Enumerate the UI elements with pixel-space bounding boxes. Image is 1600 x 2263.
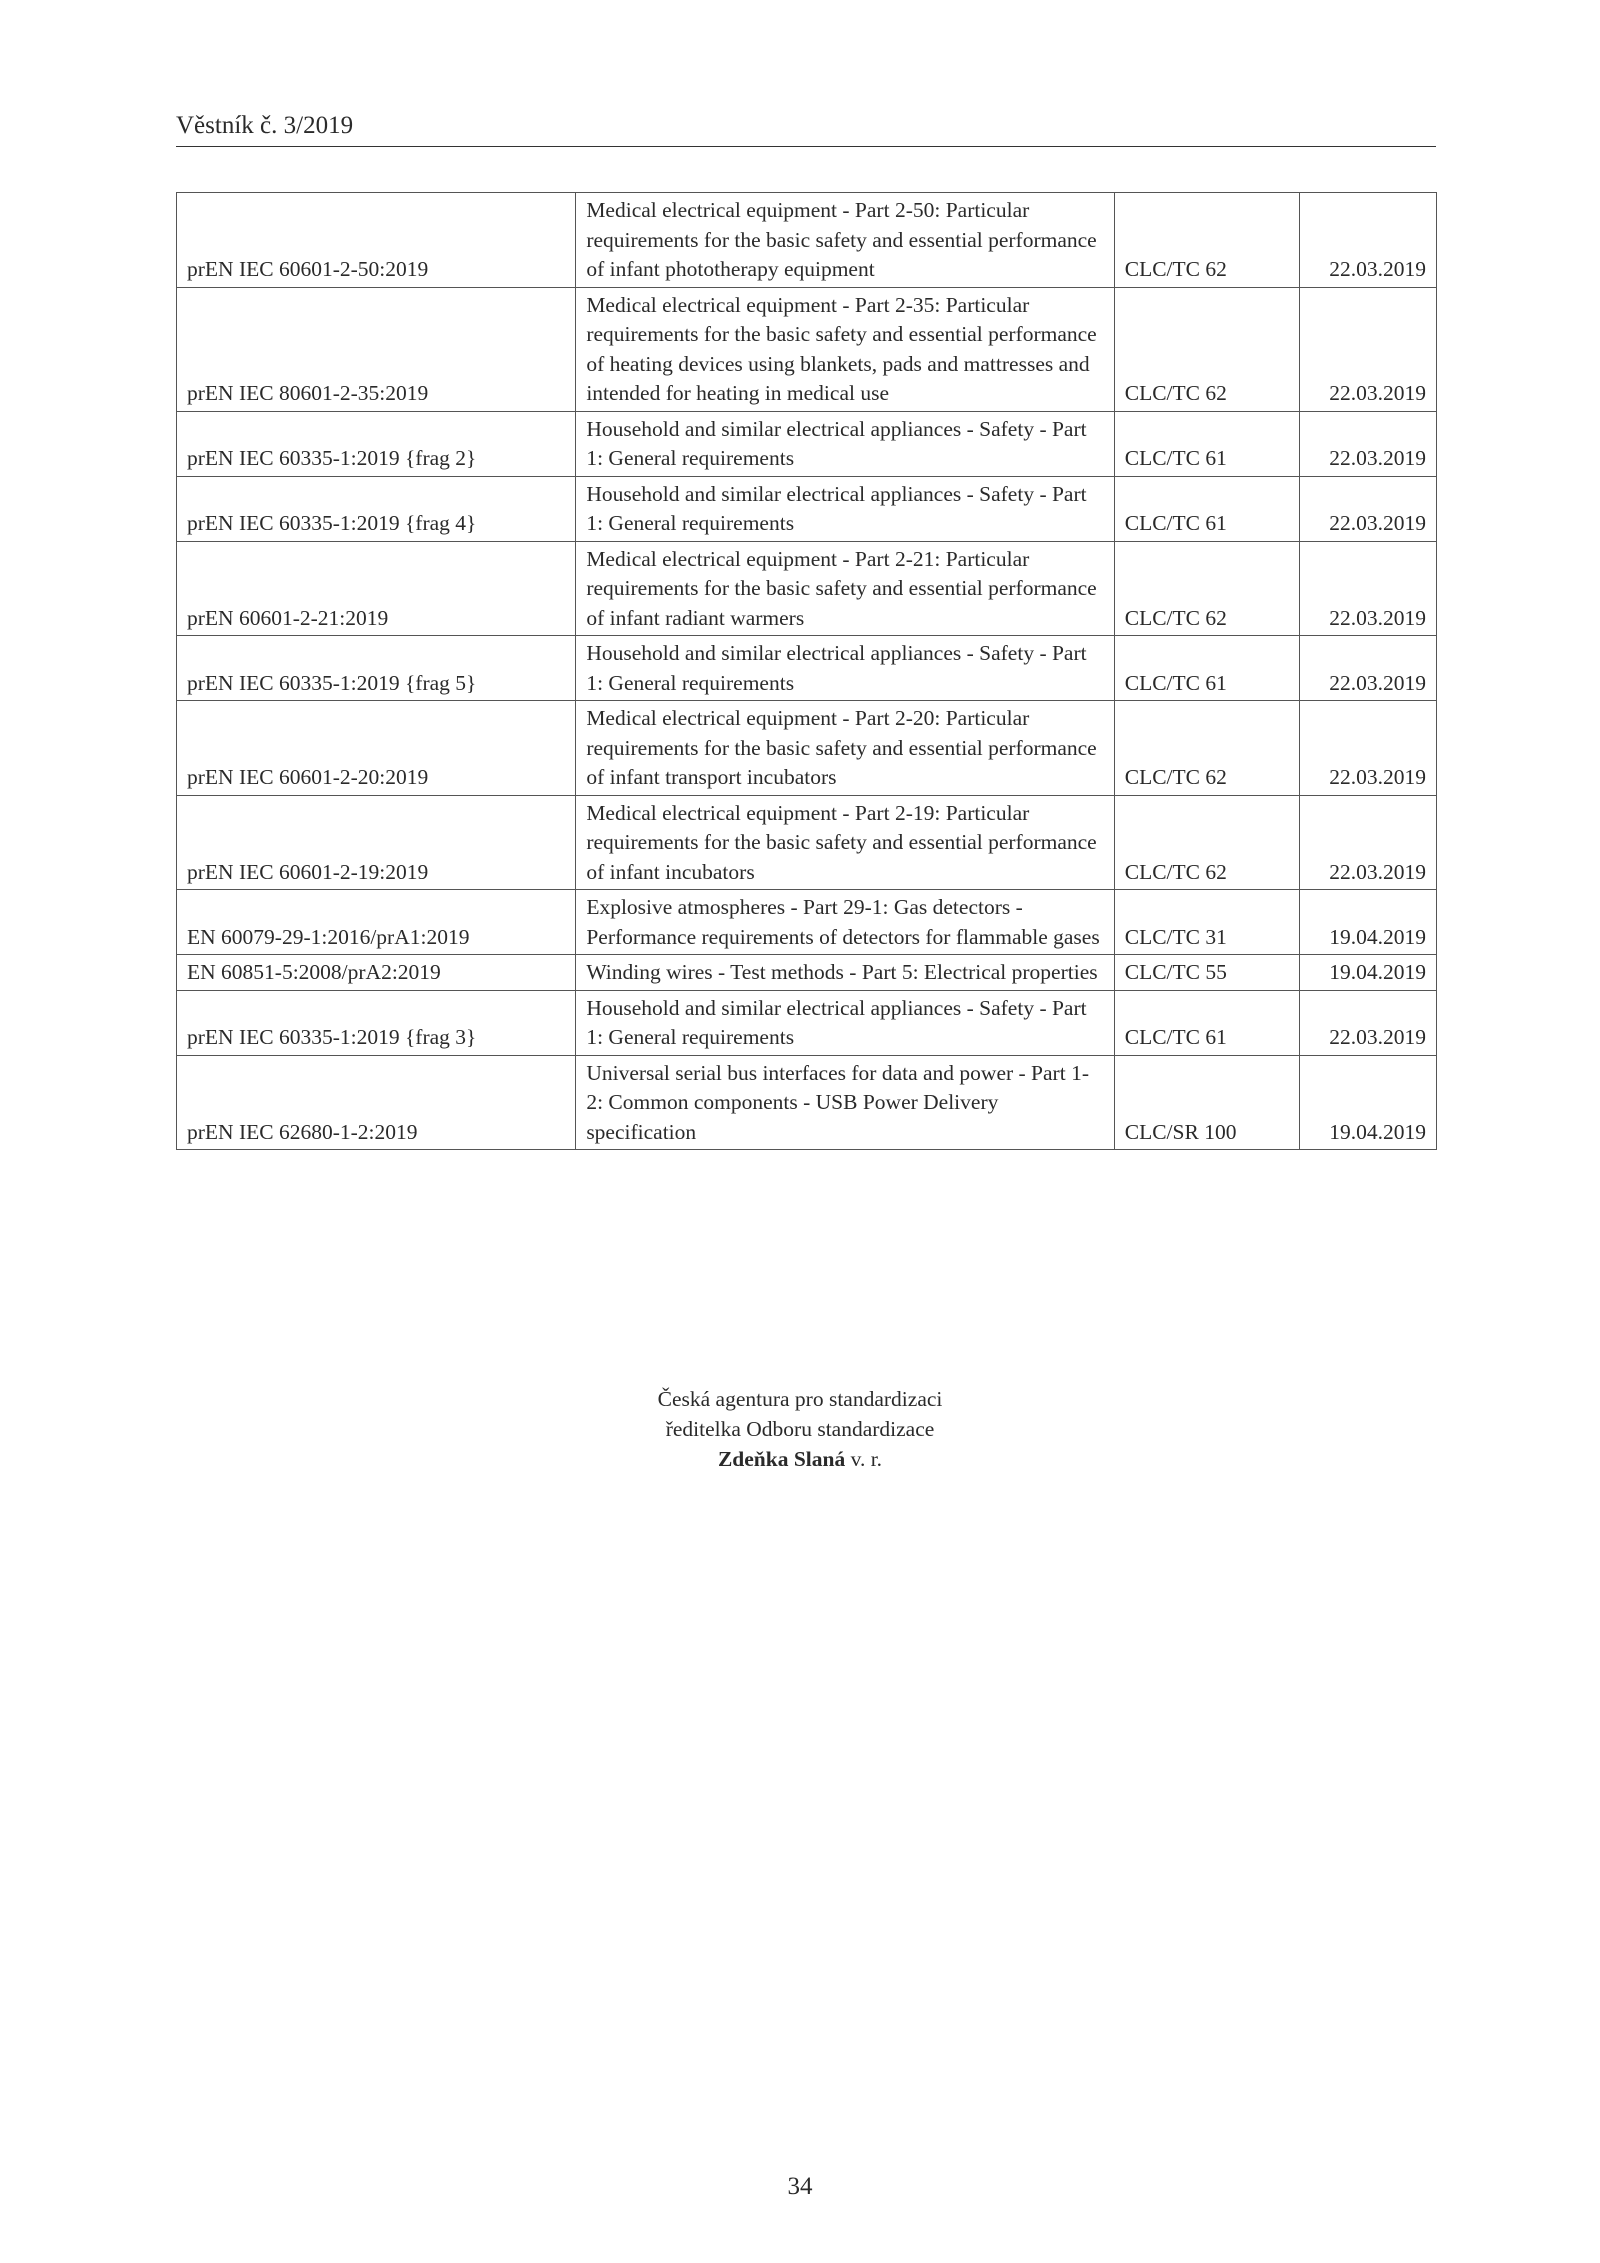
standard-title: Medical electrical equipment - Part 2-19: Particular requirements for the basic safety and essential performance of infant incubators bbox=[576, 795, 1114, 890]
table-row bbox=[177, 287, 1437, 411]
standard-code: EN 60851-5:2008/prA2:2019 bbox=[177, 955, 576, 991]
standard-title: Medical electrical equipment - Part 2-50: Particular requirements for the basic safety and essential performance of infant phototherapy equipment bbox=[576, 193, 1114, 288]
standard-title: Household and similar electrical appliances - Safety - Part 1: General requirements bbox=[576, 476, 1114, 541]
standard-code: prEN 60601-2-21:2019 bbox=[177, 541, 576, 636]
standard-title: Medical electrical equipment - Part 2-20: Particular requirements for the basic safety and essential performance of infant transport incubators bbox=[576, 701, 1114, 796]
deadline-date: 19.04.2019 bbox=[1299, 955, 1436, 991]
deadline-date: 22.03.2019 bbox=[1299, 287, 1436, 411]
deadline-date: 22.03.2019 bbox=[1299, 193, 1436, 288]
technical-committee: CLC/TC 55 bbox=[1114, 955, 1299, 991]
standards-table-body bbox=[177, 193, 1437, 1150]
standard-code: EN 60079-29-1:2016/prA1:2019 bbox=[177, 890, 576, 955]
page-number: 34 bbox=[787, 2173, 813, 2200]
table-row bbox=[177, 701, 1437, 796]
standard-code: prEN IEC 60601-2-20:2019 bbox=[177, 701, 576, 796]
table-row bbox=[177, 193, 1437, 288]
technical-committee: CLC/TC 62 bbox=[1114, 541, 1299, 636]
standard-title: Winding wires - Test methods - Part 5: Electrical properties bbox=[576, 955, 1114, 991]
technical-committee: CLC/TC 62 bbox=[1114, 193, 1299, 288]
deadline-date: 19.04.2019 bbox=[1299, 890, 1436, 955]
technical-committee: CLC/TC 61 bbox=[1114, 990, 1299, 1055]
table-row bbox=[177, 541, 1437, 636]
technical-committee: CLC/TC 62 bbox=[1114, 701, 1299, 796]
deadline-date: 22.03.2019 bbox=[1299, 411, 1436, 476]
standard-code: prEN IEC 60335-1:2019 {frag 2} bbox=[177, 411, 576, 476]
signatory-name: Zdeňka Slaná bbox=[717, 1447, 846, 1471]
technical-committee: CLC/SR 100 bbox=[1114, 1055, 1299, 1150]
standard-title: Household and similar electrical appliances - Safety - Part 1: General requirements bbox=[576, 636, 1114, 701]
technical-committee: CLC/TC 62 bbox=[1114, 795, 1299, 890]
technical-committee: CLC/TC 61 bbox=[1114, 411, 1299, 476]
standard-code: prEN IEC 60335-1:2019 {frag 3} bbox=[177, 990, 576, 1055]
agency-name: Česká agentura pro standardizaci bbox=[657, 1387, 943, 1411]
table-row bbox=[177, 955, 1437, 991]
table-row bbox=[177, 476, 1437, 541]
table-row bbox=[177, 890, 1437, 955]
standard-code: prEN IEC 60335-1:2019 {frag 4} bbox=[177, 476, 576, 541]
standards-table bbox=[176, 192, 1437, 1150]
technical-committee: CLC/TC 61 bbox=[1114, 636, 1299, 701]
deadline-date: 22.03.2019 bbox=[1299, 636, 1436, 701]
page-header bbox=[176, 112, 1436, 147]
standard-code: prEN IEC 60335-1:2019 {frag 5} bbox=[177, 636, 576, 701]
deadline-date: 22.03.2019 bbox=[1299, 541, 1436, 636]
deadline-date: 22.03.2019 bbox=[1299, 701, 1436, 796]
table-row bbox=[177, 990, 1437, 1055]
deadline-date: 22.03.2019 bbox=[1299, 990, 1436, 1055]
standard-title: Household and similar electrical appliances - Safety - Part 1: General requirements bbox=[576, 990, 1114, 1055]
table-row bbox=[177, 1055, 1437, 1150]
signatory-position: ředitelka Odboru standardizace bbox=[665, 1417, 935, 1441]
deadline-date: 19.04.2019 bbox=[1299, 1055, 1436, 1150]
standard-code: prEN IEC 80601-2-35:2019 bbox=[177, 287, 576, 411]
standard-title: Household and similar electrical appliances - Safety - Part 1: General requirements bbox=[576, 411, 1114, 476]
standard-code: prEN IEC 60601-2-50:2019 bbox=[177, 193, 576, 288]
standard-code: prEN IEC 60601-2-19:2019 bbox=[177, 795, 576, 890]
journal-title: Věstník č. 3/2019 bbox=[176, 112, 354, 139]
signatory-line bbox=[0, 1444, 1600, 1474]
signature-block bbox=[0, 1384, 1600, 1474]
standard-title: Medical electrical equipment - Part 2-35: Particular requirements for the basic safety and essential performance of heating devices using blankets, pads and mattresses and intended for heating in medical use bbox=[576, 287, 1114, 411]
standard-code: prEN IEC 62680-1-2:2019 bbox=[177, 1055, 576, 1150]
standard-title: Explosive atmospheres - Part 29-1: Gas detectors - Performance requirements of detectors for flammable gases bbox=[576, 890, 1114, 955]
table-row bbox=[177, 411, 1437, 476]
standard-title: Medical electrical equipment - Part 2-21: Particular requirements for the basic safety and essential performance of infant radiant warmers bbox=[576, 541, 1114, 636]
table-row bbox=[177, 795, 1437, 890]
standard-title: Universal serial bus interfaces for data and power - Part 1-2: Common components - USB Power Delivery specification bbox=[576, 1055, 1114, 1150]
deadline-date: 22.03.2019 bbox=[1299, 795, 1436, 890]
signatory-suffix: v. r. bbox=[845, 1447, 883, 1471]
technical-committee: CLC/TC 62 bbox=[1114, 287, 1299, 411]
technical-committee: CLC/TC 31 bbox=[1114, 890, 1299, 955]
technical-committee: CLC/TC 61 bbox=[1114, 476, 1299, 541]
table-row bbox=[177, 636, 1437, 701]
deadline-date: 22.03.2019 bbox=[1299, 476, 1436, 541]
